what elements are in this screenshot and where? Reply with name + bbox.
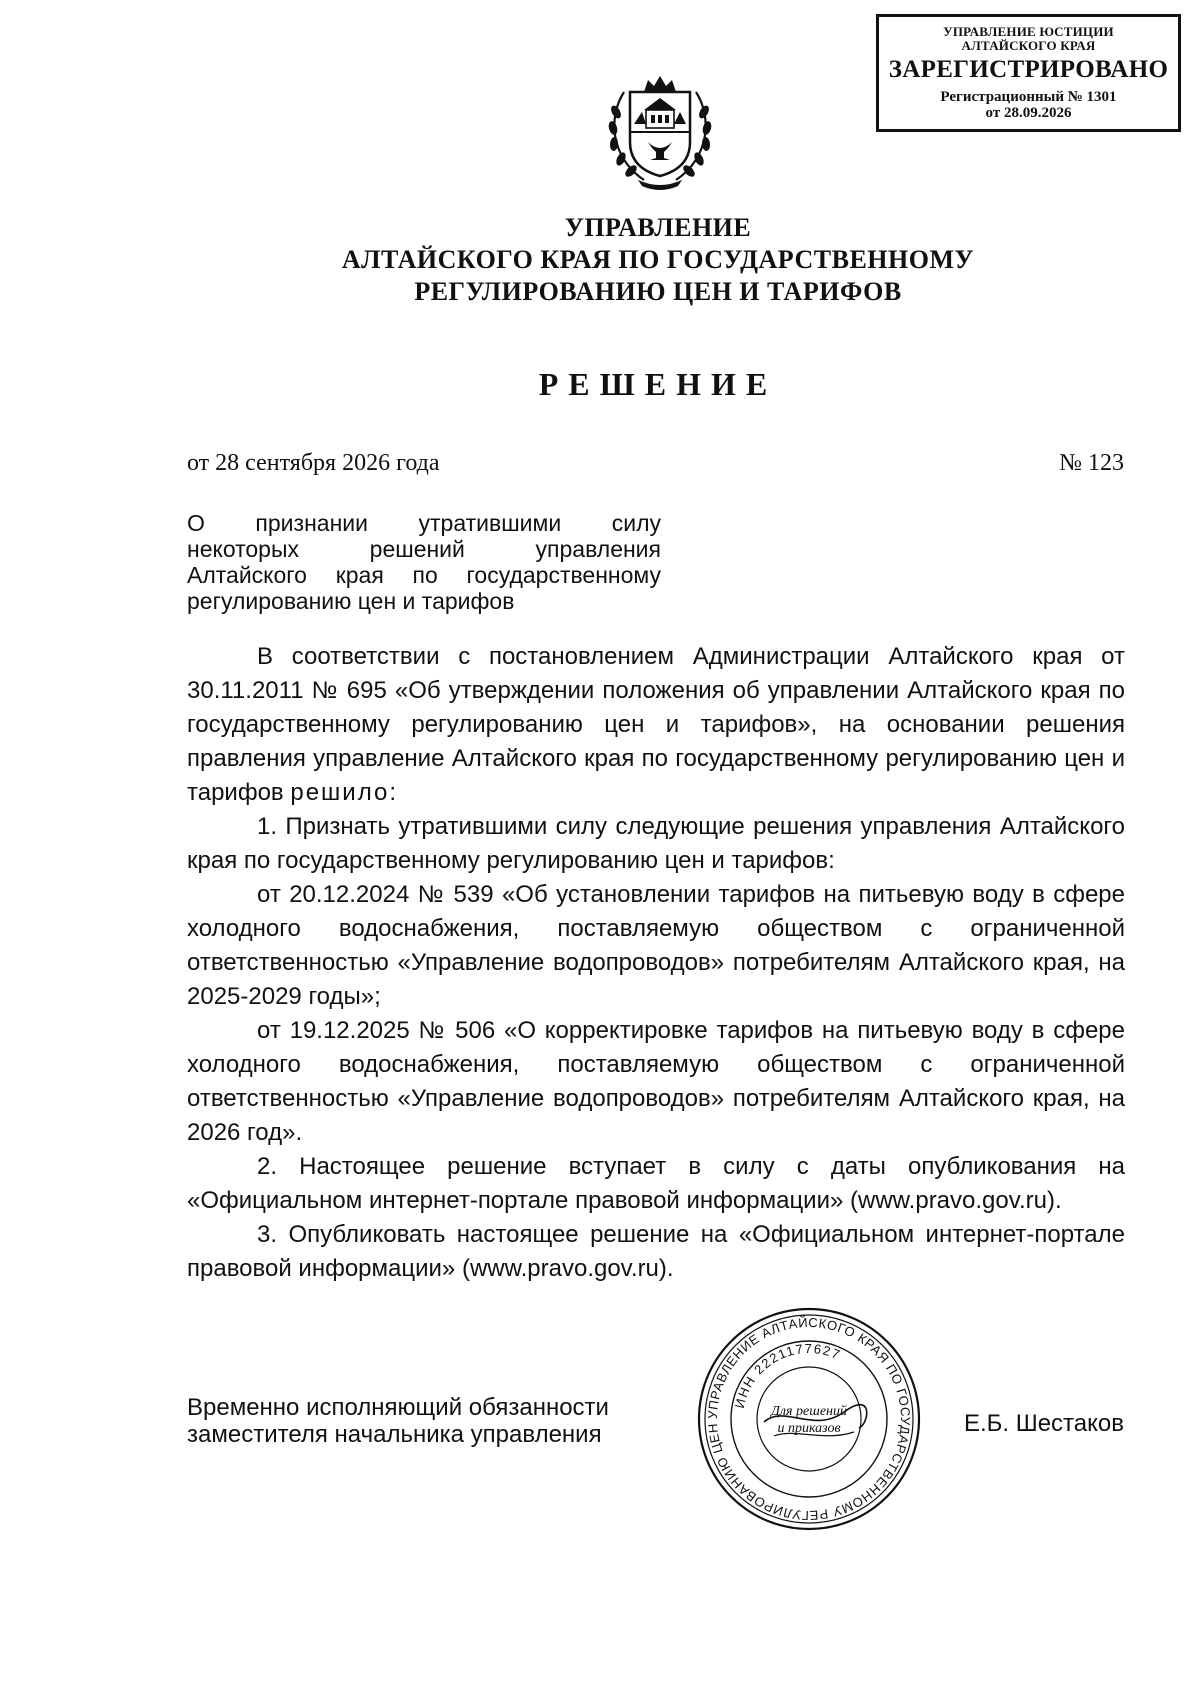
issuing-authority-header <box>0 212 1200 308</box>
registration-stamp-org <box>879 25 1178 52</box>
header-line3: РЕГУЛИРОВАНИЮ ЦЕН И ТАРИФОВ <box>414 277 902 306</box>
document-number: № 123 <box>1059 450 1124 476</box>
body-intro: В соответствии с постановлением Администрации Алтайского края от 30.11.2011 № 695 «Об утверждении положения об управлении Алтайского края по государственному регулированию цен и тарифов», на основании решения правления управление Алтайского края по государственному регулированию цен и тарифов <box>187 643 1125 806</box>
seal-outer-text: УПРАВЛЕНИЕ АЛТАЙСКОГО КРАЯ ПО ГОСУДАРСТВЕННОМУ РЕГУЛИРОВАНИЮ ЦЕН <box>704 1314 914 1524</box>
subject-line1: О признании утратившими силу <box>187 510 661 536</box>
subject-line3: Алтайского края по государственному <box>187 562 661 588</box>
altai-krai-coat-of-arms-icon <box>604 62 716 192</box>
seal-center-line2: и приказов <box>777 1421 841 1436</box>
signatory-name: Е.Б. Шестаков <box>963 1410 1124 1437</box>
signatory-position-line1: Временно исполняющий обязанности <box>187 1394 609 1421</box>
body-item1-a: от 20.12.2024 № 539 «Об установлении тарифов на питьевую воду в сфере холодного водоснабжения, поставляемую обществом с ограниченной ответственностью «Управление водопроводов» потребителям Алтайского края, на 2025-2029 годы»; <box>187 881 1125 1010</box>
registration-status: ЗАРЕГИСТРИРОВАНО <box>888 56 1169 84</box>
body-decided: решило: <box>290 779 398 806</box>
signatory-position-line2: заместителя начальника управления <box>187 1421 602 1448</box>
registration-stamp-org-line1: УПРАВЛЕНИЕ ЮСТИЦИИ <box>943 24 1114 39</box>
registration-date: от 28.09.2026 <box>985 105 1072 122</box>
document-subject <box>187 510 661 614</box>
registration-stamp <box>876 14 1181 132</box>
document-type-title: РЕШЕНИЕ <box>538 366 778 402</box>
registration-stamp-org-line2: АЛТАЙСКОГО КРАЯ <box>961 37 1096 53</box>
subject-line2: некоторых решений управления <box>187 536 661 562</box>
header-line2: АЛТАЙСКОГО КРАЯ ПО ГОСУДАРСТВЕННОМУ <box>341 245 975 274</box>
body-item3: 3. Опубликовать настоящее решение на «Официальном интернет-портале правовой информации» (www.pravo.gov.ru). <box>187 1221 1125 1282</box>
body-item2: 2. Настоящее решение вступает в силу с даты опубликования на «Официальном интернет-портале правовой информации» (www.pravo.gov.ru). <box>187 1153 1125 1214</box>
subject-line4: регулированию цен и тарифов <box>187 588 515 614</box>
body-item1-b: от 19.12.2025 № 506 «О корректировке тарифов на питьевую воду в сфере холодного водоснабжения, поставляемую обществом с ограниченной ответственностью «Управление водопроводов» потребителям Алтайского края, на 2026 год». <box>187 1017 1125 1146</box>
document-body <box>187 640 1125 1286</box>
body-item1: 1. Признать утратившими силу следующие решения управления Алтайского края по государственному регулированию цен и тарифов: <box>187 813 1125 874</box>
header-line1: УПРАВЛЕНИЕ <box>564 213 752 242</box>
signatory-position <box>187 1394 609 1448</box>
body-intro-paragraph <box>187 640 1125 810</box>
round-official-seal-icon <box>694 1304 924 1534</box>
seal-inn-text: ИНН 2221177627 <box>731 1340 844 1410</box>
registration-number: Регистрационный № 1301 <box>940 88 1117 105</box>
seal-center-line1: Для решений <box>771 1404 847 1419</box>
document-date: от 28 сентября 2026 года <box>187 450 440 476</box>
